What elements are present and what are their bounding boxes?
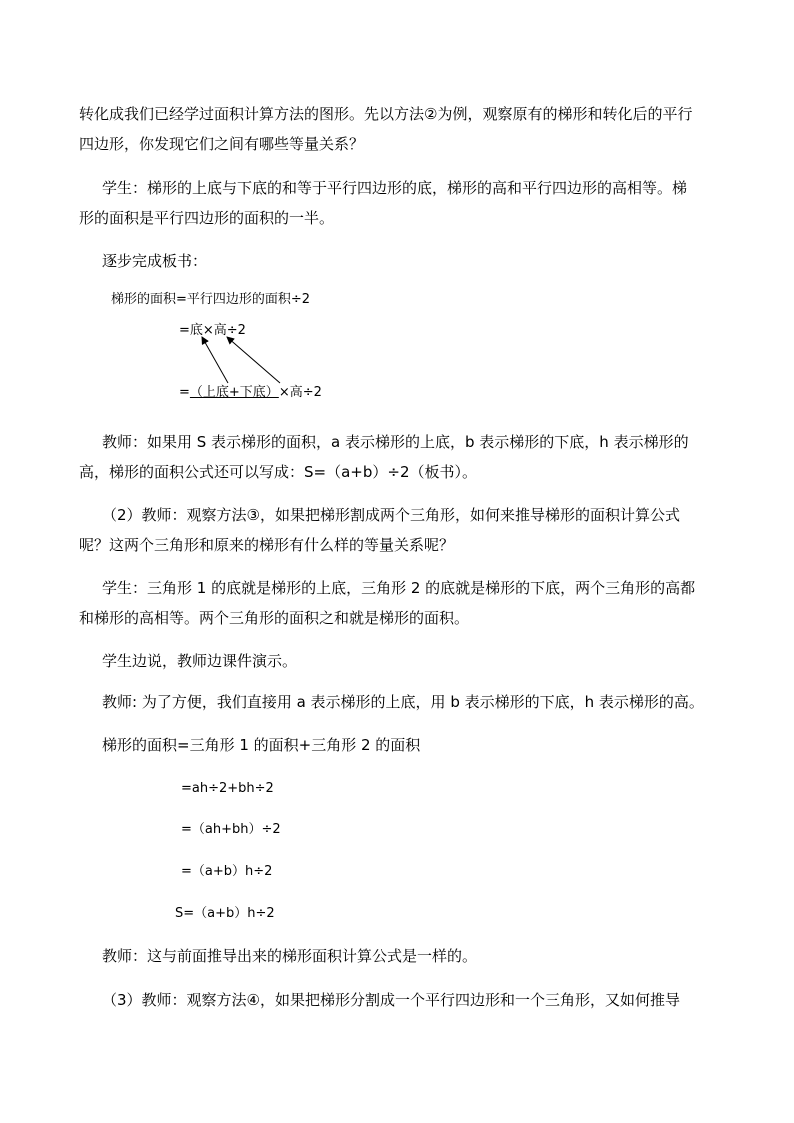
arrow-to-base <box>202 337 228 383</box>
paragraph-line: 教师：如果用 S 表示梯形的面积，a 表示梯形的上底，b 表示梯形的下底，h 表示梯形的 <box>102 433 689 451</box>
paragraph-line: 学生边说，教师边课件演示。 <box>102 652 298 670</box>
board-line-1: 梯形的面积=平行四边形的面积÷2 <box>111 292 311 307</box>
derivation-step-2: =（ah+bh）÷2 <box>181 822 281 837</box>
paragraph-line: 教师: 为了方便，我们直接用 a 表示梯形的上底，用 b 表示梯形的下底，h 表示梯形的高。 <box>102 693 704 711</box>
paragraph-line: 形的面积是平行四边形的面积的一半。 <box>79 209 335 227</box>
derivation-step-3: =（a+b）h÷2 <box>181 864 273 879</box>
board-line-3-underlined: （上底+下底） <box>189 385 279 400</box>
paragraph-line: 教师：这与前面推导出来的梯形面积计算公式是一样的。 <box>102 947 478 965</box>
derivation-step-4: S=（a+b）h÷2 <box>175 906 275 921</box>
board-line-2: =底×高÷2 <box>179 323 246 338</box>
paragraph-line: 学生：三角形 1 的底就是梯形的上底，三角形 2 的底就是梯形的下底，两个三角形的高都 <box>102 579 696 597</box>
paragraph-line: 四边形，你发现它们之间有哪些等量关系？ <box>79 135 365 153</box>
paragraph-line: 逐步完成板书： <box>102 252 208 270</box>
paragraph-line: 梯形的面积=三角形 1 的面积+三角形 2 的面积 <box>102 736 421 754</box>
paragraph-line: 高，梯形的面积公式还可以写成：S=（a+b）÷2（板书）。 <box>79 463 477 481</box>
arrow-to-height <box>227 337 280 383</box>
paragraph-line: （2）教师：观察方法③，如果把梯形割成两个三角形，如何来推导梯形的面积计算公式 <box>102 506 680 524</box>
board-line-3-suffix: ×高÷2 <box>278 385 322 400</box>
paragraph-line: 和梯形的高相等。两个三角形的面积之和就是梯形的面积。 <box>79 609 470 627</box>
paragraph-line: （3）教师：观察方法④，如果把梯形分割成一个平行四边形和一个三角形，又如何推导 <box>102 991 680 1009</box>
paragraph-line: 学生：梯形的上底与下底的和等于平行四边形的底，梯形的高和平行四边形的高相等。梯 <box>102 179 688 197</box>
derivation-step-1: =ah÷2+bh÷2 <box>181 781 274 796</box>
paragraph-line: 呢？这两个三角形和原来的梯形有什么样的等量关系呢？ <box>79 536 455 554</box>
board-line-3-prefix: = <box>179 385 190 400</box>
paragraph-line: 转化成我们已经学过面积计算方法的图形。先以方法②为例，观察原有的梯形和转化后的平行 <box>79 105 693 123</box>
